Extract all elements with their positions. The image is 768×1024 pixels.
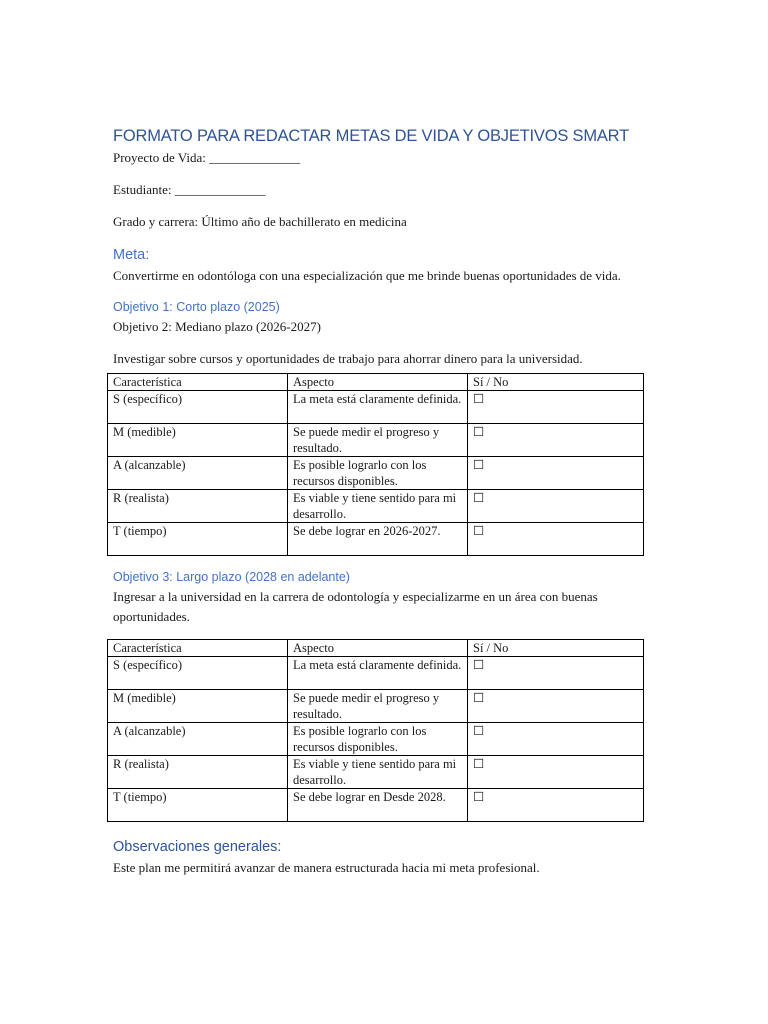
table-row <box>108 490 644 523</box>
objetivo-3-text: Ingresar a la universidad en la carrera de odontología y especializarme en un área con buenas oportunidades. <box>113 589 598 624</box>
checkbox-icon[interactable]: ☐ <box>468 391 644 424</box>
caracteristica-cell: M (medible) <box>108 424 288 457</box>
aspecto-cell: La meta está claramente definida. <box>288 391 468 424</box>
objetivo-3-heading: Objetivo 3: Largo plazo (2028 en adelante) <box>113 570 350 584</box>
table-row <box>108 657 644 690</box>
caracteristica-cell: R (realista) <box>108 756 288 789</box>
table-header-row <box>108 640 644 657</box>
grado-carrera-line: Grado y carrera: Último año de bachillerato en medicina <box>113 214 407 229</box>
aspecto-cell: Se puede medir el progreso y resultado. <box>288 424 468 457</box>
estudiante-line: Estudiante: ______________ <box>113 182 266 197</box>
header-caracteristica: Característica <box>108 374 288 391</box>
objetivo-1-heading: Objetivo 1: Corto plazo (2025) <box>113 300 280 314</box>
proyecto-de-vida-line: Proyecto de Vida: ______________ <box>113 150 301 165</box>
observaciones-text: Este plan me permitirá avanzar de manera estructurada hacia mi meta profesional. <box>113 860 540 875</box>
checkbox-icon[interactable]: ☐ <box>468 723 644 756</box>
caracteristica-cell: R (realista) <box>108 490 288 523</box>
aspecto-cell: Es posible lograrlo con los recursos disponibles. <box>288 723 468 756</box>
document-content <box>113 124 653 878</box>
meta-heading: Meta: <box>113 247 150 263</box>
table-row <box>108 756 644 789</box>
objetivo-2-text: Investigar sobre cursos y oportunidades de trabajo para ahorrar dinero para la universidad. <box>113 351 583 366</box>
table-row <box>108 723 644 756</box>
aspecto-cell: Se debe lograr en 2026-2027. <box>288 523 468 556</box>
caracteristica-cell: T (tiempo) <box>108 789 288 822</box>
table-row <box>108 457 644 490</box>
observaciones-heading: Observaciones generales: <box>113 839 282 855</box>
header-aspecto: Aspecto <box>288 640 468 657</box>
header-si-no: Sí / No <box>468 374 644 391</box>
caracteristica-cell: M (medible) <box>108 690 288 723</box>
checkbox-icon[interactable]: ☐ <box>468 523 644 556</box>
smart-table-objetivo-2 <box>107 373 644 556</box>
caracteristica-cell: A (alcanzable) <box>108 457 288 490</box>
checkbox-icon[interactable]: ☐ <box>468 789 644 822</box>
aspecto-cell: Se debe lograr en Desde 2028. <box>288 789 468 822</box>
objetivo-2-line: Objetivo 2: Mediano plazo (2026-2027) <box>113 319 321 334</box>
table-row <box>108 424 644 457</box>
document-title: FORMATO PARA REDACTAR METAS DE VIDA Y OBJETIVOS SMART <box>113 127 629 145</box>
checkbox-icon[interactable]: ☐ <box>468 657 644 690</box>
caracteristica-cell: S (específico) <box>108 391 288 424</box>
caracteristica-cell: S (específico) <box>108 657 288 690</box>
aspecto-cell: Es posible lograrlo con los recursos disponibles. <box>288 457 468 490</box>
caracteristica-cell: A (alcanzable) <box>108 723 288 756</box>
table-row <box>108 523 644 556</box>
checkbox-icon[interactable]: ☐ <box>468 490 644 523</box>
table-row <box>108 391 644 424</box>
table-row <box>108 690 644 723</box>
checkbox-icon[interactable]: ☐ <box>468 457 644 490</box>
caracteristica-cell: T (tiempo) <box>108 523 288 556</box>
header-si-no: Sí / No <box>468 640 644 657</box>
checkbox-icon[interactable]: ☐ <box>468 756 644 789</box>
checkbox-icon[interactable]: ☐ <box>468 424 644 457</box>
meta-text: Convertirme en odontóloga con una especialización que me brinde buenas oportunidades de vida. <box>113 268 621 283</box>
aspecto-cell: Es viable y tiene sentido para mi desarrollo. <box>288 490 468 523</box>
header-aspecto: Aspecto <box>288 374 468 391</box>
table-row <box>108 789 644 822</box>
aspecto-cell: La meta está claramente definida. <box>288 657 468 690</box>
smart-table-objetivo-3 <box>107 639 644 822</box>
header-caracteristica: Característica <box>108 640 288 657</box>
checkbox-icon[interactable]: ☐ <box>468 690 644 723</box>
aspecto-cell: Se puede medir el progreso y resultado. <box>288 690 468 723</box>
table-header-row <box>108 374 644 391</box>
aspecto-cell: Es viable y tiene sentido para mi desarrollo. <box>288 756 468 789</box>
